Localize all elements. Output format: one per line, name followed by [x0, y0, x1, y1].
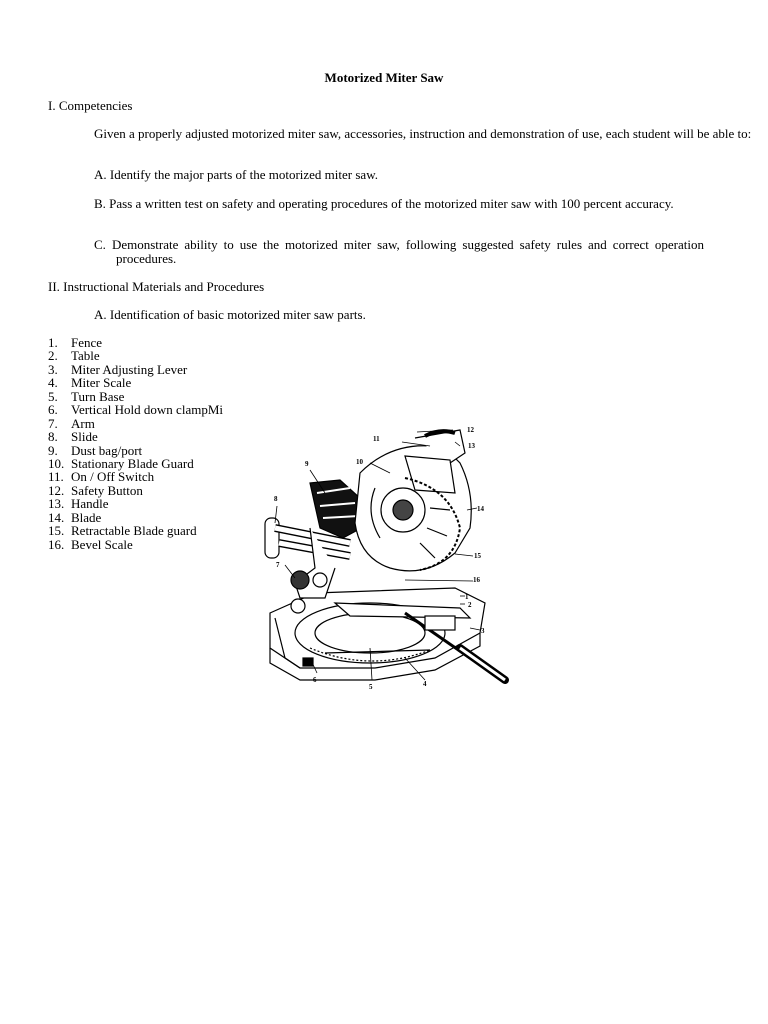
- list-item: 16. Bevel Scale: [48, 536, 133, 552]
- competency-text: Pass a written test on safety and operating procedures of the motorized miter saw with 100 percent accuracy.: [109, 196, 674, 211]
- competency-text: Identify the major parts of the motorized miter saw.: [109, 167, 378, 182]
- callout-label: 13: [468, 442, 475, 450]
- list-item: 11. On / Off Switch: [48, 469, 155, 485]
- callout-label: 7: [276, 561, 280, 569]
- callout-label: 11: [373, 435, 380, 443]
- callout-label: 16: [473, 576, 480, 584]
- competency-letter: A.: [94, 167, 107, 182]
- list-item: 3. Miter Adjusting Lever: [48, 361, 188, 377]
- section-1-heading: I. Competencies: [48, 98, 133, 113]
- list-item: 12. Safety Button: [48, 482, 143, 498]
- section-2-heading: II. Instructional Materials and Procedures: [48, 279, 265, 294]
- list-item: 10. Stationary Blade Guard: [48, 455, 194, 471]
- competency-letter: C.: [94, 237, 106, 252]
- competency-letter: B.: [94, 196, 106, 211]
- list-item: 8. Slide: [48, 429, 98, 445]
- callout-label: 5: [369, 683, 373, 691]
- competency-b: [94, 197, 714, 211]
- parts-list: [48, 336, 223, 551]
- miter-saw-diagram: [255, 418, 515, 698]
- competency-text: Demonstrate ability to use the motorized miter saw, following suggested safety rules and correct operation procedures.: [111, 237, 705, 266]
- competency-a: [94, 168, 378, 182]
- list-item: 2. Table: [48, 348, 100, 364]
- callout-label: 3: [481, 627, 485, 635]
- callout-label: 14: [477, 505, 484, 513]
- callout-label: 8: [274, 495, 278, 503]
- section-1-intro: Given a properly adjusted motorized miter saw, accessories, instruction and demonstration of use, each student will be able to:: [94, 126, 752, 141]
- callout-label: 10: [356, 458, 363, 466]
- callout-label: 9: [305, 460, 309, 468]
- callout-label: 6: [313, 676, 317, 684]
- list-item: 1. Fence: [48, 335, 103, 350]
- list-item: 13. Handle: [48, 496, 109, 512]
- callout-label: 15: [474, 552, 481, 560]
- list-item: 6. Vertical Hold down clampMi: [48, 402, 223, 418]
- list-item: 9. Dust bag/port: [48, 442, 143, 458]
- section-2-item-a: A. Identification of basic motorized miter saw parts.: [94, 307, 366, 322]
- list-item: 4. Miter Scale: [48, 375, 132, 391]
- callout-label: 4: [423, 680, 427, 688]
- list-item: 5. Turn Base: [48, 388, 125, 404]
- callout-label: 1: [465, 593, 469, 601]
- page-title: Motorized Miter Saw: [324, 70, 444, 85]
- list-item: 14. Blade: [48, 509, 102, 525]
- competency-c: [94, 238, 704, 266]
- saw-blade-guard: [355, 430, 471, 571]
- callout-label: 2: [468, 601, 472, 609]
- callout-label: 12: [467, 426, 474, 434]
- list-item: 7. Arm: [48, 415, 95, 431]
- list-item: 15. Retractable Blade guard: [48, 523, 197, 539]
